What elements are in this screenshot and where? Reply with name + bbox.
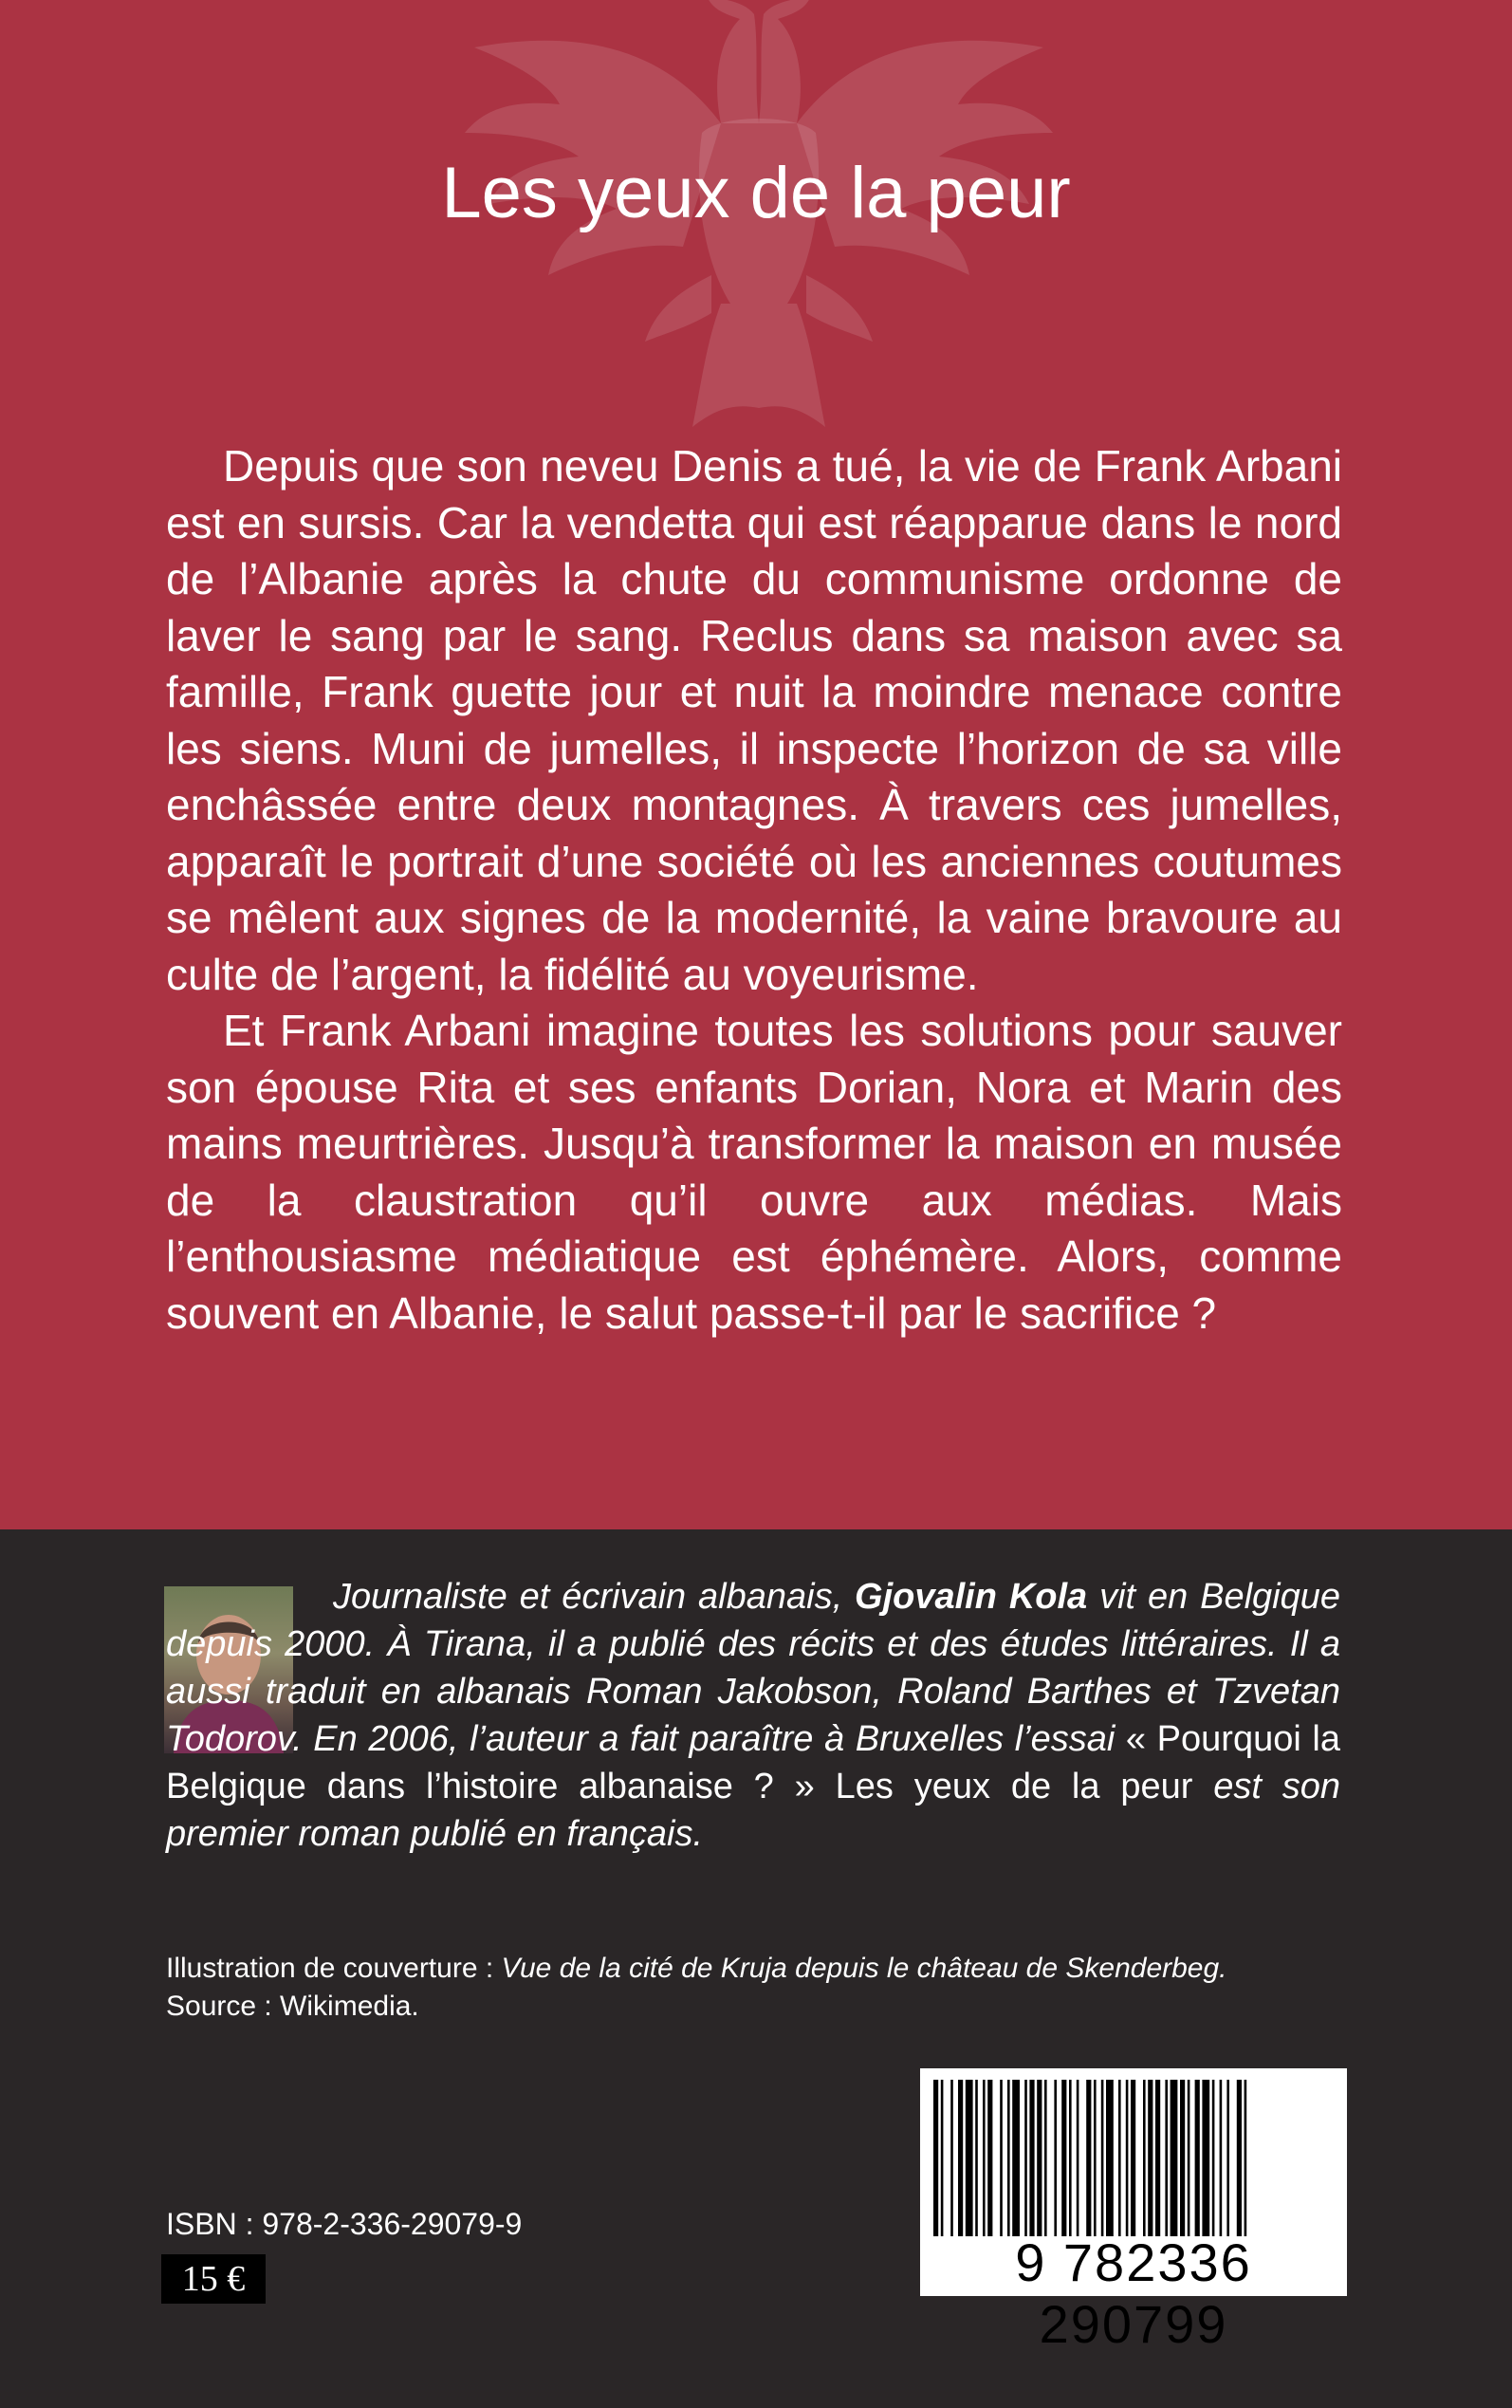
credit-description: Vue de la cité de Kruja depuis le château de Skenderbeg. <box>501 1953 1227 1984</box>
bio-text: est son premier roman publié en français. <box>166 1767 1340 1854</box>
barcode-digits: 9 782336 290799 <box>1015 2232 1252 2354</box>
blurb-paragraph: Et Frank Arbani imagine toutes les solutions pour sauver son épouse Rita et ses enfants Dorian, Nora et Marin des mains meurtrières. Jusqu’à transformer la maison en musée de la claustration qu’il ouvre aux médias. Mais l’enthousiasme médiatique est éphémère. Alors, comme souvent en Albanie, le salut passe-t-il par le sacrifice ? <box>166 1006 1342 1338</box>
barcode-bars <box>933 2080 1334 2236</box>
bio-text: Journaliste et écrivain albanais, <box>333 1577 856 1617</box>
essay-title: « Pourquoi la Belgique dans l’histoire albanaise ? » <box>166 1719 1340 1806</box>
book-title-reference: Les yeux de la peur <box>835 1767 1193 1806</box>
barcode <box>920 2068 1347 2354</box>
book-title: Les yeux de la peur <box>441 153 1071 233</box>
back-cover-blurb <box>166 438 1342 1342</box>
bio-text <box>815 1767 836 1806</box>
illustration-credit <box>166 1950 1361 2026</box>
author-bio <box>166 1573 1340 1858</box>
bio-text: vit en Belgique depuis 2000. À Tirana, il a publié des récits et des études littéraires. Il a aussi traduit en albanais Roman Jakobson, Roland Barthes et Tzvetan Todorov. En 2006, l’auteur a fait paraître à Bruxelles l’essai <box>166 1577 1340 1759</box>
credit-label: Illustration de couverture : <box>166 1953 502 1984</box>
blurb-paragraph: Depuis que son neveu Denis a tué, la vie de Frank Arbani est en sursis. Car la vendetta qui est réapparue dans le nord de l’Albanie après la chute du communisme ordonne de laver le sang par le sang. Reclus dans sa maison avec sa famille, Frank guette jour et nuit la moindre menace contre les siens. Muni de jumelles, il inspecte l’horizon de sa ville enchâssée entre deux montagnes. À travers ces jumelles, apparaît le portrait d’une société où les anciennes coutumes se mêlent aux signes de la modernité, la vaine bravoure au culte de l’argent, la fidélité au voyeurisme. <box>166 441 1342 999</box>
isbn: ISBN : 978-2-336-29079-9 <box>166 2207 523 2241</box>
credit-source: Source : Wikimedia. <box>166 1991 419 2022</box>
price-tag: 15 € <box>161 2254 266 2304</box>
author-name: Gjovalin Kola <box>855 1577 1088 1617</box>
